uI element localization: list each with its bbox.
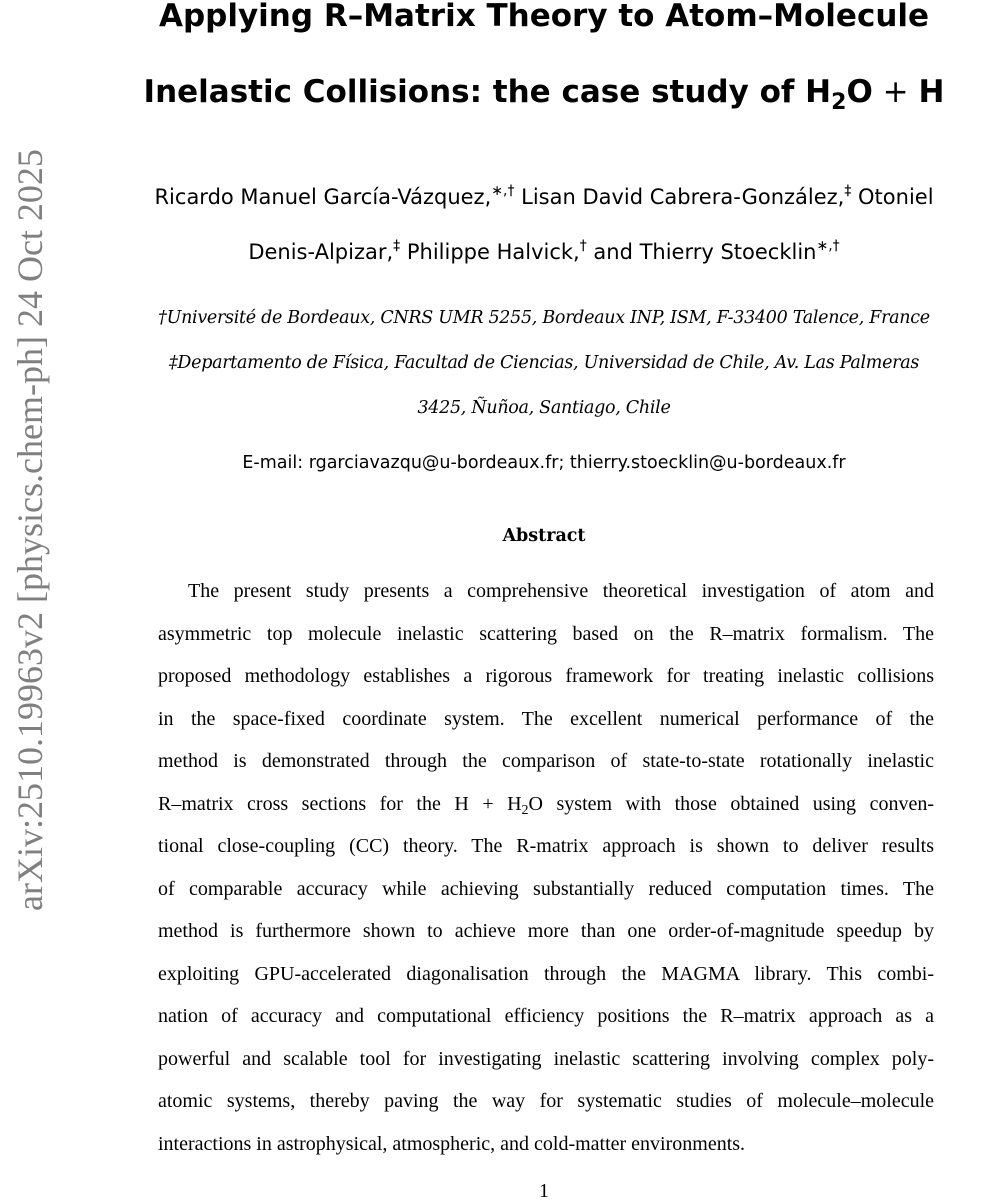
abstract-line: exploiting GPU-accelerated diagonalisation through the MAGMA library. This combi- bbox=[158, 962, 934, 985]
abstract-body bbox=[158, 570, 934, 1165]
contact-email: E-mail: rgarciavazqu@u-bordeaux.fr; thierry.stoecklin@u-bordeaux.fr bbox=[242, 453, 846, 473]
affiliation-2: ‡Departamento de Física, Facultad de Ciencias, Universidad de Chile, Av. Las Palmeras bbox=[168, 353, 920, 373]
abstract-line: of comparable accuracy while achieving substantially reduced computation times. The bbox=[158, 877, 934, 900]
abstract-line: interactions in astrophysical, atmospheric, and cold-matter environments. bbox=[158, 1132, 746, 1155]
abstract-line: R–matrix cross sections for the $H + H_2O$ system with those obtained using conven- bbox=[158, 792, 934, 818]
abstract-line: powerful and scalable tool for investigating inelastic scattering involving complex poly- bbox=[158, 1047, 934, 1070]
author-line-1 bbox=[100, 170, 988, 225]
author-5-marks: ∗,† bbox=[816, 238, 840, 254]
author-2-marks: ‡ bbox=[844, 183, 852, 199]
author-3-first: Otoniel bbox=[851, 185, 934, 209]
title-line-2: Inelastic Collisions: the case study of $H_2O + H$ bbox=[143, 74, 945, 115]
author-2: Lisan David Cabrera-González, bbox=[514, 185, 845, 209]
author-5: and Thierry Stoecklin bbox=[586, 240, 817, 264]
author-3-marks: ‡ bbox=[393, 238, 401, 254]
abstract-line: nation of accuracy and computational efficiency positions the R–matrix approach as a bbox=[158, 1005, 934, 1027]
author-4-marks: † bbox=[579, 238, 587, 254]
arxiv-sidebar bbox=[0, 0, 60, 960]
abstract-line: in the space-fixed coordinate system. The excellent numerical performance of the bbox=[158, 707, 934, 730]
affiliations bbox=[100, 296, 988, 431]
affiliation-1: †Université de Bordeaux, CNRS UMR 5255, Bordeaux INP, ISM, F-33400 Talence, France bbox=[158, 308, 930, 328]
abstract-heading: Abstract bbox=[502, 526, 586, 546]
affiliation-2-cont: 3425, Ñuñoa, Santiago, Chile bbox=[417, 398, 671, 418]
abstract-line: asymmetric top molecule inelastic scattering based on the R–matrix formalism. The bbox=[158, 622, 934, 645]
abstract-line: method is furthermore shown to achieve more than one order-of-magnitude speedup by bbox=[158, 920, 934, 942]
arxiv-identifier: arXiv:2510.19963v2 [physics.chem-ph] 24 Oct 2025 bbox=[10, 149, 50, 911]
author-1: Ricardo Manuel García-Vázquez, bbox=[154, 185, 492, 209]
abstract-line: tional close-coupling (CC) theory. The R-matrix approach is shown to deliver results bbox=[158, 835, 934, 857]
page-number: 1 bbox=[539, 1180, 549, 1202]
paper-title bbox=[100, 0, 988, 130]
title-line-1: Applying R–Matrix Theory to Atom–Molecule bbox=[158, 0, 930, 34]
abstract-line: method is demonstrated through the comparison of state-to-state rotationally inelastic bbox=[158, 750, 934, 772]
abstract-line: proposed methodology establishes a rigorous framework for treating inelastic collisions bbox=[158, 665, 934, 687]
author-line-2 bbox=[100, 225, 988, 280]
author-1-marks: ∗,† bbox=[491, 183, 515, 199]
abstract-line: atomic systems, thereby paving the way for systematic studies of molecule–molecule bbox=[158, 1090, 934, 1112]
author-3-last: Denis-Alpizar, bbox=[248, 240, 394, 264]
author-4: Philippe Halvick, bbox=[400, 240, 580, 264]
abstract-line: The present study presents a comprehensive theoretical investigation of atom and bbox=[188, 580, 934, 602]
author-list bbox=[100, 170, 988, 280]
